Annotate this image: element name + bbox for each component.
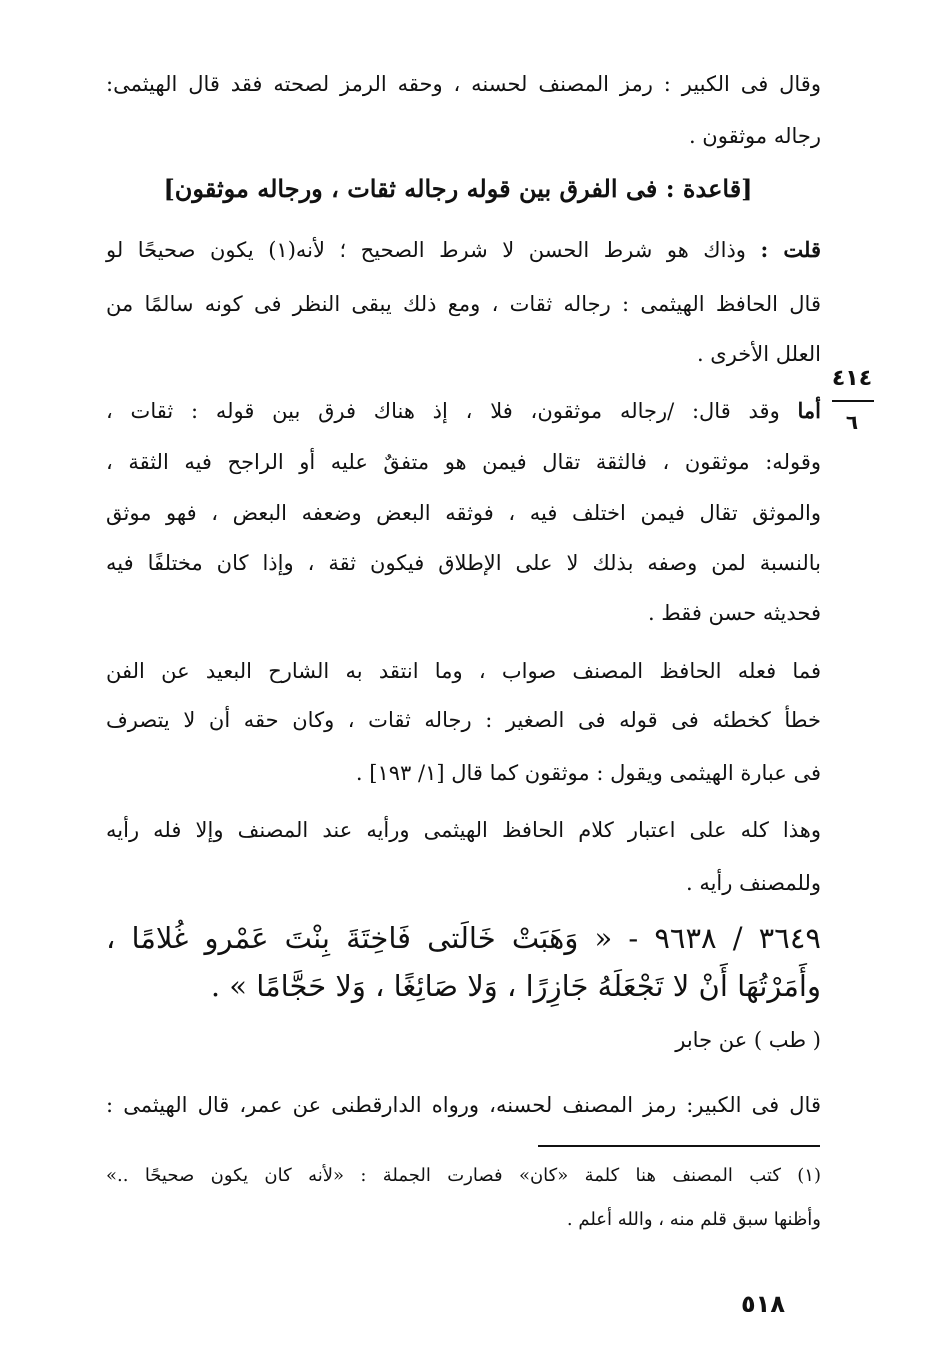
text-line: فى عبارة الهيثمى ويقول : موثقون كما قال [١/ ١٩٣] . xyxy=(355,761,821,785)
text-line xyxy=(106,235,821,265)
section-heading: [قاعدة : فى الفرق بين قوله رجاله ثقات ، ورجاله موثقون] xyxy=(163,174,753,203)
hadith-line: ٣٦٤٩ / ٩٦٣٨ - « وَهَبَتْ خَالَتى فَاخِتَةَ بِنْتَ عَمْرو غُلامًا ، xyxy=(106,921,821,955)
text-line: خطأ كخطئه فى قوله فى الصغير : رجاله ثقات ، وكان حقه أن لا يتصرف xyxy=(106,708,821,732)
hadith-source: ( طب ) عن جابر xyxy=(675,1028,821,1052)
margin-volume-page: ٤١٤ xyxy=(831,366,873,391)
footnote-rule xyxy=(538,1145,820,1147)
text-line: فحديثه حسن فقط . xyxy=(647,601,821,625)
text-line: وهذا كله على اعتبار كلام الحافظ الهيثمى ورأيه عند المصنف وإلا فله رأيه xyxy=(106,818,821,842)
text-line: فما فعله الحافظ المصنف صواب ، وما انتقد به الشارح البعيد عن الفن xyxy=(106,659,821,683)
page-number: ٥١٨ xyxy=(741,1290,785,1318)
text-line xyxy=(106,396,821,426)
text-line: بالنسبة لمن وصفه بذلك لا على الإطلاق فيكون ثقة ، وإذا كان مختلفًا فيه xyxy=(106,551,821,575)
text-line: العلل الأخرى . xyxy=(696,342,821,366)
margin-rule xyxy=(832,400,874,402)
footnote-line: (١) كتب المصنف هنا كلمة «كان» فصارت الجملة : «لأنه كان يكون صحيحًا ..» xyxy=(106,1165,821,1186)
text-line: والموثق تقال فيمن اختلف فيه ، فوثقه البعض وضعفه البعض ، فهو موثق xyxy=(106,501,821,525)
text-line: رجاله موثقون . xyxy=(688,124,821,148)
margin-part: ٦ xyxy=(845,410,859,434)
text-line: وللمصنف رأيه . xyxy=(685,871,821,895)
paragraph-lead: أما xyxy=(797,398,821,423)
text-line: قال فى الكبير: رمز المصنف لحسنه، ورواه الدارقطنى عن عمر، قال الهيثمى : xyxy=(106,1093,821,1117)
text-run: وذاك هو شرط الحسن لا شرط الصحيح ؛ لأنه(١) يكون صحيحًا لو xyxy=(106,238,746,262)
paragraph-lead: قلت : xyxy=(760,237,822,262)
text-run: وقد قال: /رجاله موثقون، فلا ، إذ هناك فرق بين قوله : ثقات ، xyxy=(106,399,780,423)
text-line: قال الحافظ الهيثمى : رجاله ثقات ، ومع ذلك يبقى النظر فى كونه سالمًا من xyxy=(106,292,821,316)
text-line: وقال فى الكبير : رمز المصنف لحسنه ، وحقه الرمز لصحته فقد قال الهيثمى: xyxy=(106,72,821,96)
hadith-line: وأَمَرْتُهَا أَنْ لا تَجْعَلَهُ جَازِرًا ، وَلا صَائِغًا ، وَلا حَجَّامًا » . xyxy=(210,969,821,1003)
text-line: وقوله: موثقون ، فالثقة تقال فيمن هو متفقٌ عليه أو الراجح فيه الثقة ، xyxy=(106,450,821,474)
footnote-line: وأظنها سبق قلم منه ، والله أعلم . xyxy=(566,1209,821,1230)
